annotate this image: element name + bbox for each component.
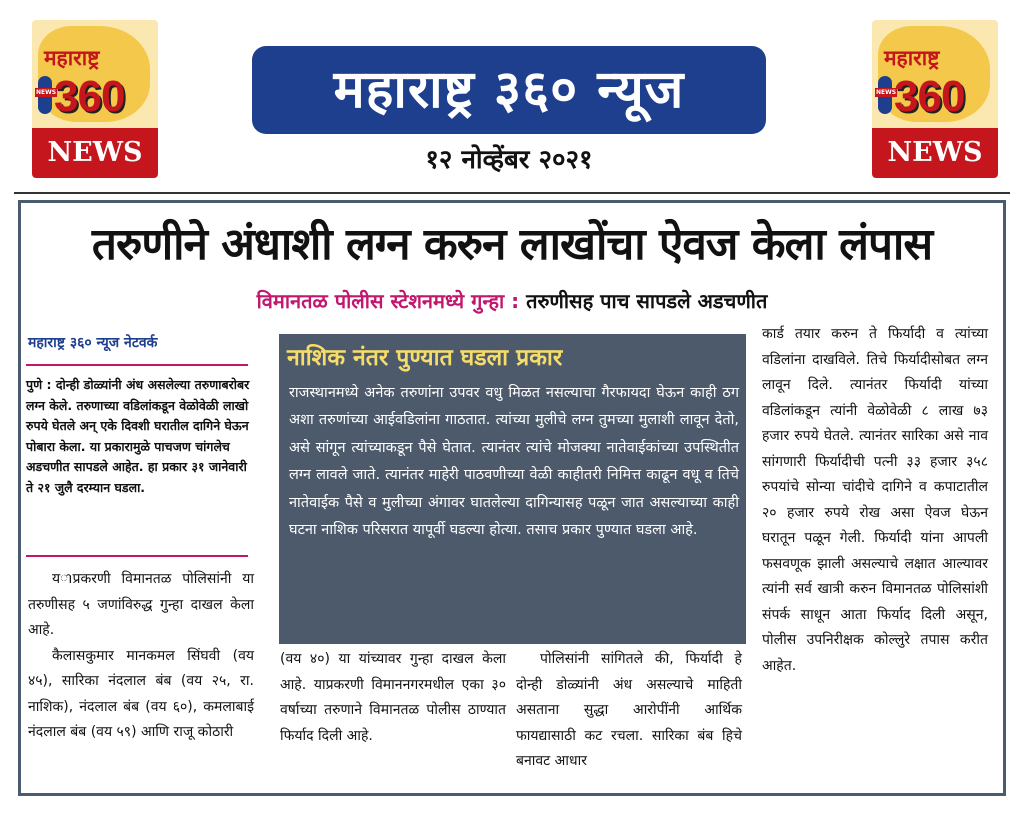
column-4-paragraph-1: कार्ड तयार करुन ते फिर्यादी व त्यांच्या वडिलांना दाखविले. तिचे फिर्यादीसोबत लग्न लावून दिले. त्यानंतर फिर्यादी यांच्या वडिलांकडून त्यांनी वेळोवेळी ८ लाख ७३ हजार रुपये घेतले. त्यानंतर सारिका असे नाव सांगणारी फिर्यादीची पत्नी ३३ हजार ३५८ रुपयांचे सोन्या चांदीचे दागिने व कपाटातील २० हजार रुपये रोख असा ऐवज घेऊन घरातून पळून गेली. फिर्यादी यांना आपली फसवणूक झाली असल्याचे लक्षात आल्यावर त्यांनी सर्व खात्री करुन विमानतळ पोलिसांशी संपर्क साधून आता फिर्याद दिली असून, पोलीस उपनिरीक्षक कोल्लुरे तपास करीत आहेत. [762,326,988,674]
logo-brand-number: 360 [894,72,965,121]
column-3-body [516,647,742,775]
column-3-paragraph-1: पोलिसांनी सांगितले की, फिर्यादी हे दोन्ही डोळ्यांनी अंध असल्याचे माहिती असताना सुद्धा आरोपींनी आर्थिक फायद्यासाठी कट रचला. सारिका बंब हिचे बनावट आधार [516,651,742,769]
article-headline: तरुणीने अंधाशी लग्न करुन लाखोंचा ऐवज केला लंपास [91,219,933,270]
summary-divider [26,555,248,557]
logo-left [32,20,158,178]
logo-top-panel [872,20,998,128]
microphone-icon [876,76,897,114]
column-1-paragraph-2: कैलासकुमार मानकमल सिंघवी (वय ४५), सारिका नंदलाल बंब (वय २५, रा. नाशिक), नंदलाल बंब (वय ६०), कमलाबाई नंदलाल बंब (वय ५९) आणि राजू कोठारी [28,647,254,740]
sidebar-box [278,333,747,645]
subhead-location: विमानतळ पोलीस स्टेशनमध्ये गुन्हा : [256,289,520,313]
masthead-title: महाराष्ट्र ३६० न्यूज [252,46,766,134]
byline: महाराष्ट्र ३६० न्यूज नेटवर्क [28,335,158,351]
mic-label: NEWS [876,89,897,96]
column-2-paragraph-1: (वय ४०) या यांच्यावर गुन्हा दाखल केला आहे. याप्रकरणी विमाननगरमधील एका ३० वर्षाच्या तरुणाने विमानतळ पोलीस ठाण्यात फिर्याद दिली आहे. [280,651,506,744]
subhead-summary: तरुणीसह पाच सापडले अडचणीत [526,289,768,313]
microphone-icon [36,76,57,114]
article-subhead [20,287,1004,314]
publication-date: १२ नोव्हेंबर २०२१ [425,145,593,175]
byline-divider [26,364,248,366]
masthead-divider [14,192,1010,194]
logo-news-label: NEWS [872,128,998,178]
column-1-paragraph-1: यាप्रकरणी विमानतळ पोलिसांनी या तरुणीसह ५ जणांविरुद्ध गुन्हा दाखल केला आहे. [28,571,254,638]
logo-brand-marathi: महाराष्ट्र [884,45,940,70]
article-summary: पुणे : दोन्ही डोळ्यांनी अंध असलेल्या तरुणाबरोबर लग्न केले. तरुणाच्या वडिलांकडून वेळोवेळी लाखो रुपये घेतले अन् एके दिवशी घरातील दागिने घेऊन पोबारा केला. या प्रकारामुळे पाचजण चांगलेच अडचणीत सापडले आहेत. हा प्रकार ३१ जानेवारी ते २१ जुलै दरम्यान घडला. [26,377,250,495]
column-2-body [280,647,506,749]
column-4-body [762,322,988,679]
logo-news-label: NEWS [32,128,158,178]
box-title: नाशिक नंतर पुण्यात घडला प्रकार [287,345,563,371]
box-body: राजस्थानमध्ये अनेक तरुणांना उपवर वधु मिळत नसल्याचा गैरफायदा घेऊन काही ठग अशा तरुणांच्या आईवडिलांना गाठतात. त्यांच्या मुलीचे लग्न तुमच्या मुलाशी लावून देतो, असे सांगून त्यांच्याकडून पैसे घेतात. त्यानंतर त्यांचे मोजक्या नातेवाईकांच्या उपस्थितीत लग्न लावले जाते. त्यानंतर माहेरी पाठवणीच्या वेळी काहीतरी निमित्त काढून वधू व तिचे नातेवाईक पैसे व मुलीच्या अंगावर घातलेल्या दागिन्यासह पळून जात असल्याच्या काही घटना नाशिक परिसरात यापूर्वी घडल्या होत्या. तसाच प्रकार पुण्यात घडला आहे. [289,385,739,539]
logo-brand-marathi: महाराष्ट्र [44,45,100,70]
logo-brand-number: 360 [54,72,125,121]
mic-label: NEWS [36,89,57,96]
column-1-body [28,567,254,746]
logo-top-panel [32,20,158,128]
logo-right [872,20,998,178]
